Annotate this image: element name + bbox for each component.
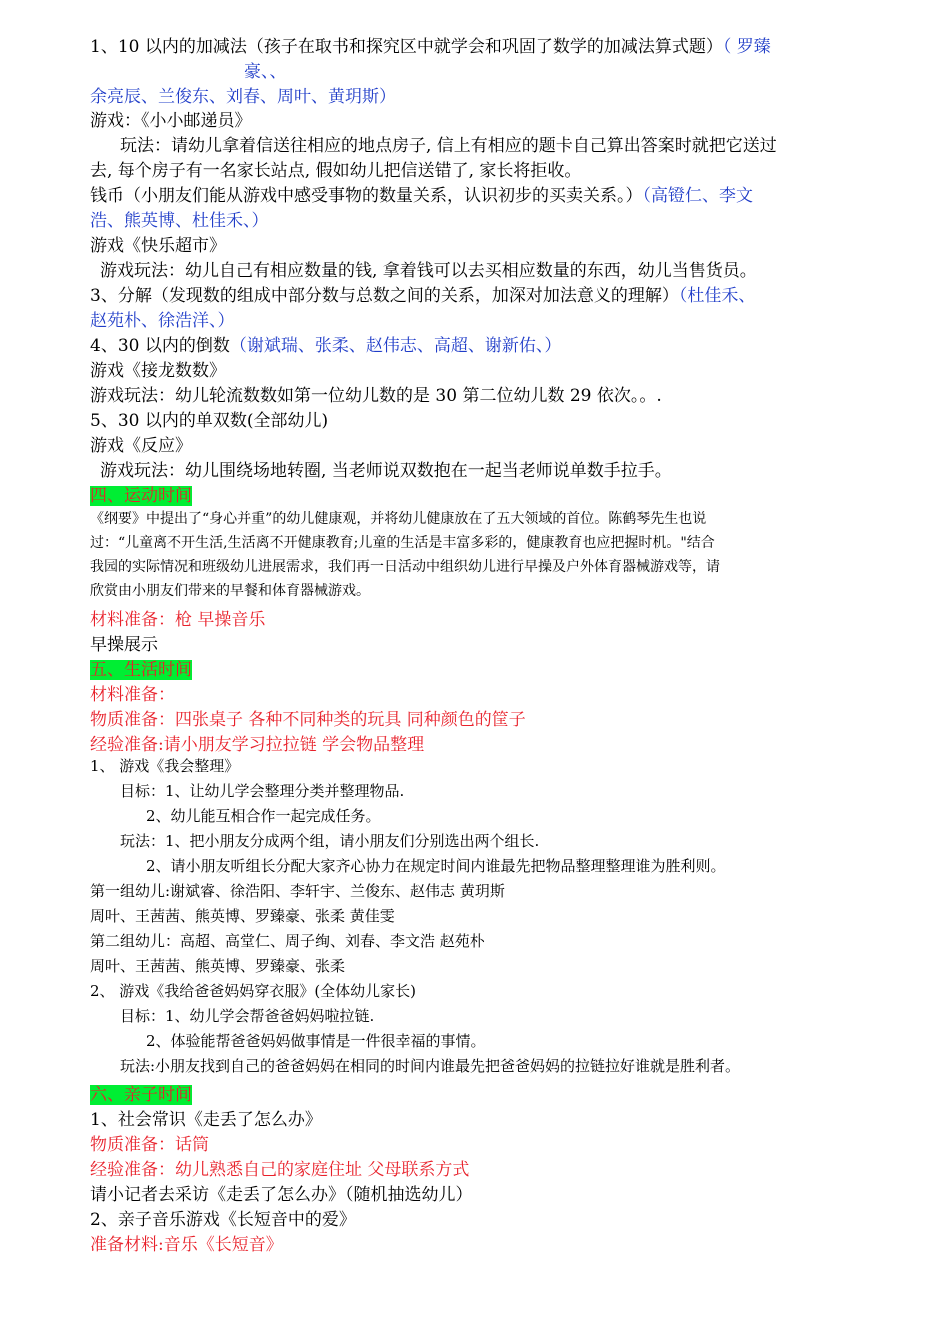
game-tidy-title: 1、 游戏《我会整理》 [90,757,240,775]
section-6-experience-prep: 经验准备：幼儿熟悉自己的家庭住址 父母联系方式 [90,1160,470,1180]
section-4-para-3: 我园的实际情况和班级幼儿进展需求，我们再一日活动中组织幼儿进行早操及户外体育器械游戏等，请 [90,559,720,575]
section-6-physical-prep: 物质准备：话筒 [90,1135,209,1155]
section-4-para-2: 过：“儿童离不开生活,生活离不开健康教育;儿童的生活是丰富多彩的，健康教育也应把握时机。"结合 [90,535,715,551]
item-money-names: （高镫仁、李文 [642,186,753,206]
game-supermarket-rules: 游戏玩法：幼儿自己有相应数量的钱, 拿着钱可以去买相应数量的东西，幼儿当售货员。 [100,261,757,281]
item-1-text: 1、10 以内的加减法（孩子在取书和探究区中就学会和巩固了数学的加减法算式题） [90,37,723,57]
item-1-names-cont: 豪、、 [244,62,287,82]
game-reaction-title: 游戏《反应》 [90,436,192,456]
game-postman-rules-cont: 去, 每个房子有一名家长站点, 假如幼儿把信送错了, 家长将拒收。 [90,161,582,181]
social-knowledge-title: 1、社会常识《走丢了怎么办》 [90,1110,322,1130]
item-money-names-cont: 浩、熊英博、杜佳禾、） [90,211,269,231]
section-4-heading [90,481,192,506]
item-5-line: 5、30 以内的单双数(全部幼儿) [90,411,329,431]
item-3-names-cont: 赵苑朴、徐浩洋、） [90,311,235,331]
game-tidy-rule-1: 玩法：1、把小朋友分成两个组，请小朋友们分别选出两个组长. [120,832,540,850]
game-counting-rules: 游戏玩法：幼儿轮流数数如第一位幼儿数的是 30 第二位幼儿数 29 依次。。. [90,386,662,406]
section-5-experience-prep: 经验准备:请小朋友学习拉拉链 学会物品整理 [90,735,425,755]
item-money-text: 钱币（小朋友们能从游戏中感受事物的数量关系，认识初步的买卖关系。） [90,186,643,206]
item-1-names-cont2: 余亮辰、兰俊东、刘春、周叶、黄玥斯） [90,87,396,107]
item-1-line [90,32,771,57]
section-5-materials: 材料准备： [90,685,175,705]
section-6-heading [90,1080,192,1105]
item-3-line [90,281,755,306]
section-4-para-4: 欣赏由小朋友们带来的早餐和体育器械游戏。 [90,583,370,599]
group-1-members-cont: 周叶、王茜茜、熊英博、罗臻豪、张柔 黄佳雯 [90,907,395,925]
item-4-text: 4、30 以内的倒数 [90,336,230,356]
section-4-morning-exercise: 早操展示 [90,635,158,655]
section-6-heading-text: 六、亲子时间 [90,1085,192,1105]
section-5-heading [90,655,192,680]
game-tidy-rule-2: 2、请小朋友听组长分配大家齐心协力在规定时间内谁最先把物品整理整理谁为胜利则。 [146,857,726,875]
section-4-para-1: 《纲要》中提出了“身心并重”的幼儿健康观，并将幼儿健康放在了五大领域的首位。陈鹤琴先生也说 [90,511,707,527]
item-4-names: （谢斌瑞、张柔、赵伟志、高超、谢新佑、） [229,336,562,356]
section-4-heading-text: 四、运动时间 [90,486,192,506]
group-1-members: 第一组幼儿:谢斌睿、徐浩阳、李轩宇、兰俊东、赵伟志 黄玥斯 [90,882,505,900]
game-counting-title: 游戏《接龙数数》 [90,361,226,381]
game-tidy-goal-2: 2、幼儿能互相合作一起完成任务。 [146,807,381,825]
game-dress-goal-2: 2、体验能帮爸爸妈妈做事情是一件很幸福的事情。 [146,1032,486,1050]
item-3-text: 3、分解（发现数的组成中部分数与总数之间的关系，加深对加法意义的理解） [90,286,679,306]
music-game-materials: 准备材料:音乐《长短音》 [90,1235,283,1255]
game-dress-title: 2、 游戏《我给爸爸妈妈穿衣服》(全体幼儿家长) [90,982,417,1000]
game-dress-rules: 玩法:小朋友找到自己的爸爸妈妈在相同的时间内谁最先把爸爸妈妈的拉链拉好谁就是胜利者。 [120,1057,741,1075]
group-2-members: 第二组幼儿：高超、高堂仁、周子绚、刘春、李文浩 赵苑朴 [90,932,485,950]
group-2-members-cont: 周叶、王茜茜、熊英博、罗臻豪、张柔 [90,957,346,975]
item-3-names: （杜佳禾、 [678,286,756,306]
music-game-title: 2、亲子音乐游戏《长短音中的爱》 [90,1210,356,1230]
game-dress-goal-1: 目标：1、幼儿学会帮爸爸妈妈啦拉链. [120,1007,375,1025]
section-5-heading-text: 五、生活时间 [90,660,192,680]
item-1-names: （ 罗臻 [722,37,771,57]
section-5-physical-prep: 物质准备：四张桌子 各种不同种类的玩具 同种颜色的筐子 [90,710,526,730]
reporter-interview: 请小记者去采访《走丢了怎么办》（随机抽选幼儿） [90,1185,473,1205]
game-postman-rules: 玩法：请幼儿拿着信送往相应的地点房子, 信上有相应的题卡自己算出答案时就把它送过 [120,136,777,156]
game-supermarket-title: 游戏《快乐超市》 [90,236,226,256]
game-tidy-goal-1: 目标：1、让幼儿学会整理分类并整理物品. [120,782,405,800]
game-reaction-rules: 游戏玩法：幼儿围绕场地转圈, 当老师说双数抱在一起当老师说单数手拉手。 [100,461,672,481]
section-4-materials: 材料准备：枪 早操音乐 [90,610,266,630]
item-money-line [90,181,753,206]
game-postman-title: 游戏：《小小邮递员》 [90,111,252,131]
item-4-line [90,331,561,356]
